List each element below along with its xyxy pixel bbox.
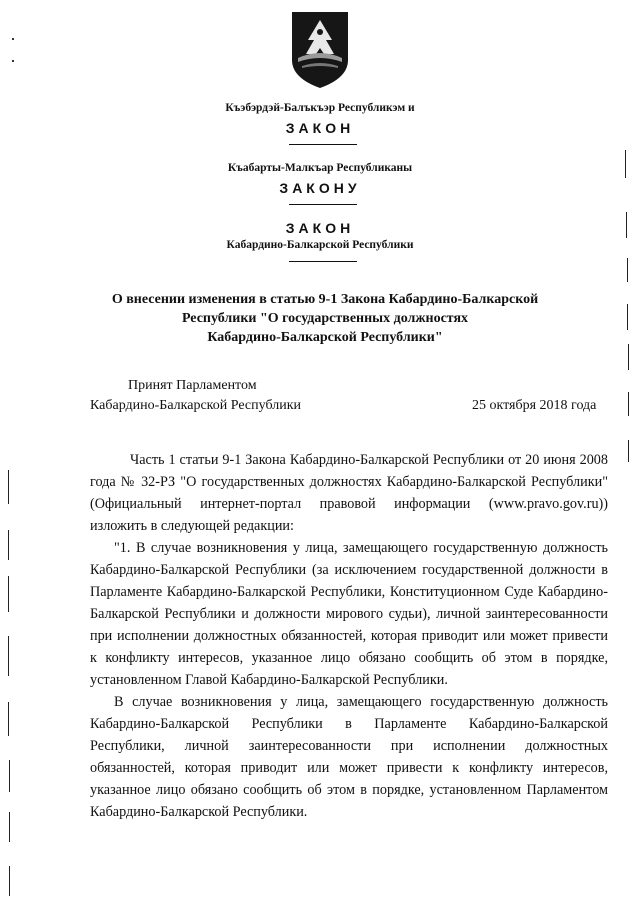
scan-mark	[625, 150, 626, 178]
scan-mark	[9, 812, 10, 842]
scan-mark	[12, 60, 14, 62]
law-title-line-3: Кабардино-Балкарской Республики"	[207, 330, 443, 345]
header-divider	[289, 261, 357, 262]
scan-mark	[8, 702, 9, 736]
header-divider	[289, 204, 357, 205]
coat-of-arms-emblem	[288, 8, 352, 90]
scan-mark	[628, 344, 629, 370]
adoption-date: 25 октября 2018 года	[472, 398, 597, 413]
adopted-by-line: Принят Парламентом	[128, 378, 257, 393]
law-title-line-2: Республики "О государственных должностях	[181, 311, 469, 326]
scan-mark	[628, 440, 629, 462]
scan-mark	[8, 576, 9, 612]
body-paragraph-2: "1. В случае возникновения у лица, замещающего государственную должность Кабардино-Балкарской Республики (за исключением государственной должности в Парламенте Кабардино-Балкарской Республики, Конституционном Суде Кабардино-Балкарской Республики и должности мирового судьи), личной заинтересованности при исполнении должностных обязанностей, которая приводит или может привести к конфликту интересов, указанное лицо обязано сообщить об этом в порядке, установленном Главой Кабардино-Балкарской Республики.	[90, 540, 608, 688]
scan-mark	[8, 530, 9, 560]
scan-mark	[626, 212, 627, 238]
body-paragraph-3: В случае возникновения у лица, замещающего государственную должность Кабардино-Балкарской Республики в Парламенте Кабардино-Балкарской Республики, личной заинтересованности при исполнении должностных обязанностей, которая приводит или может привести к конфликту интересов, указанное лицо обязано сообщить об этом в порядке, установленном Парламентом Кабардино-Балкарской Республики.	[90, 694, 608, 820]
law-title-line-1: О внесении изменения в статью 9-1 Закона Кабардино-Балкарской	[111, 292, 539, 307]
header-russian-law: ЗАКОН	[285, 220, 355, 236]
header-russian-line: Кабардино-Балкарской Республики	[226, 239, 414, 251]
scan-mark	[9, 760, 10, 792]
header-kabardian-line: Къэбэрдэй-Балъкъэр Республикэм и	[225, 102, 415, 114]
scan-mark	[12, 38, 14, 40]
scan-mark	[8, 636, 9, 676]
scan-mark	[9, 866, 10, 896]
header-divider	[289, 144, 357, 145]
scan-mark	[627, 304, 628, 330]
header-balkar-law: ЗАКОНУ	[279, 180, 361, 196]
scan-mark	[8, 470, 9, 504]
scan-mark	[628, 392, 629, 416]
adopted-by-parliament: Кабардино-Балкарской Республики	[90, 398, 301, 413]
header-balkar-line: Къабарты-Малкъар Республиканы	[227, 162, 413, 174]
scan-mark	[627, 258, 628, 282]
header-kabardian-law: ЗАКОН	[285, 120, 355, 136]
body-paragraph-1: Часть 1 статьи 9-1 Закона Кабардино-Балкарской Республики от 20 июня 2008 года № 32-РЗ "О государственных должностях Кабардино-Балкарской Республики" (Официальный интернет-портал правовой информации (www.pravo.gov.ru)) изложить в следующей редакции:	[90, 452, 608, 534]
